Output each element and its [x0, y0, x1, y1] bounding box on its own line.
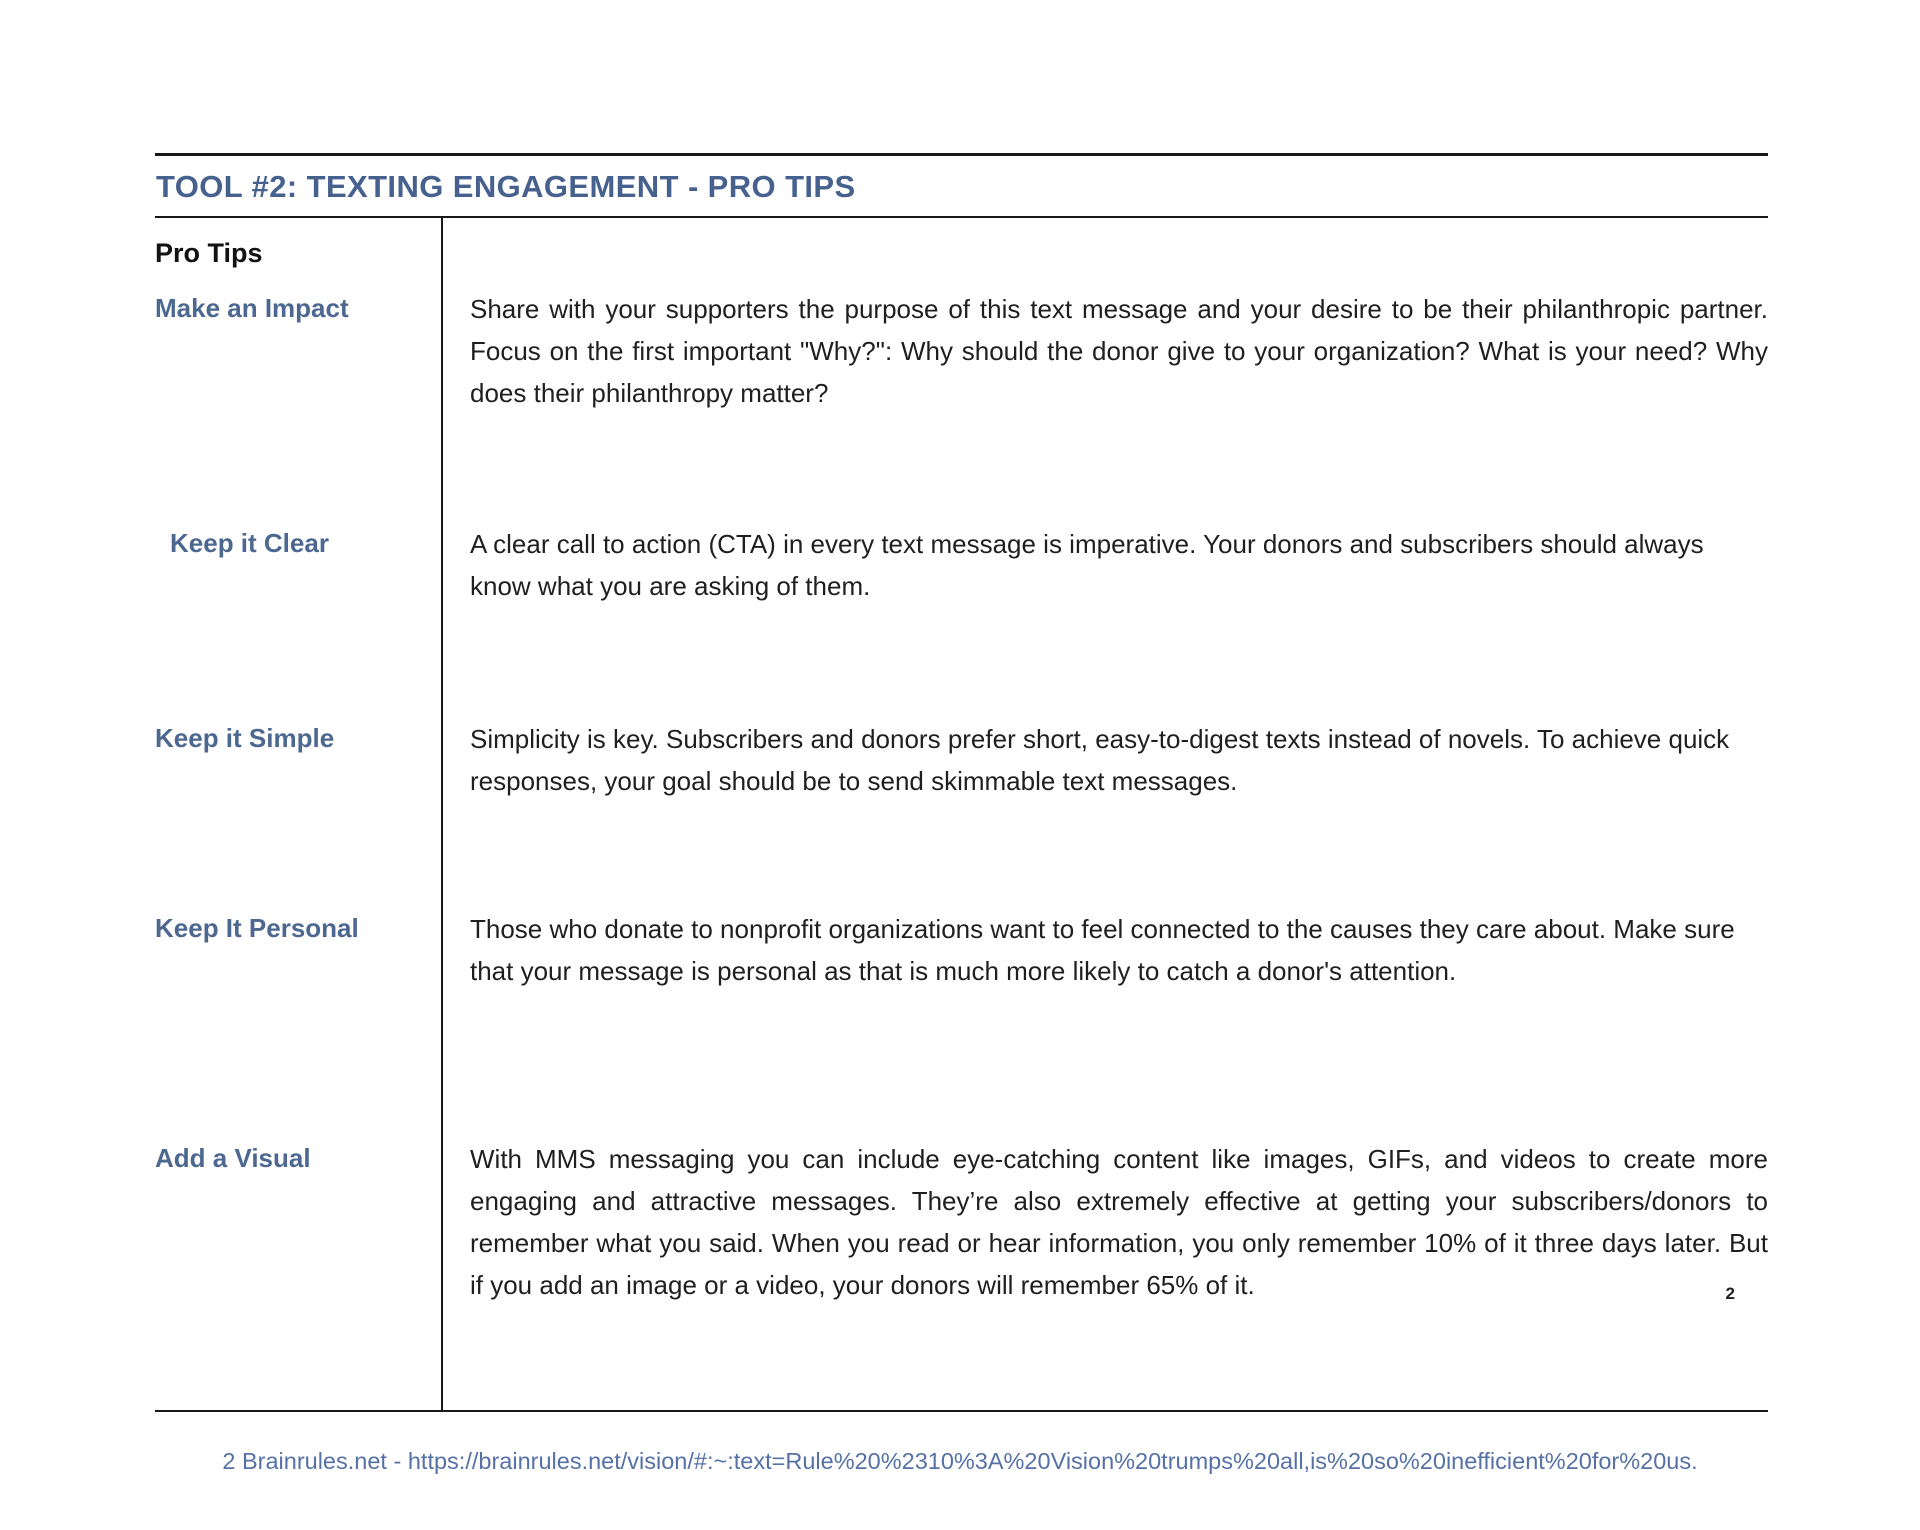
table-header-row: [155, 218, 1768, 288]
row-label-keep-it-personal: Keep It Personal: [155, 913, 359, 943]
footnote-number-text: 2 Brainrules.net -: [222, 1448, 408, 1474]
text-cell: [443, 718, 1768, 908]
label-cell: [155, 523, 443, 718]
footnote-ref-2: 2: [1725, 1284, 1735, 1303]
header-label-cell: [155, 218, 443, 288]
page-title: TOOL #2: TEXTING ENGAGEMENT - PRO TIPS: [156, 169, 856, 204]
table-row: [155, 908, 1768, 1138]
text-cell: [443, 523, 1768, 718]
table-row: [155, 718, 1768, 908]
text-cell: [443, 288, 1768, 523]
row-text-add-a-visual: With MMS messaging you can include eye-catching content like images, GIFs, and videos to create more engaging and attractive messages. They’re also extremely effective at getting your subscribers/donors to remember what you said. When you read or hear information, you only remember 10% of it three days later. But if you add an image or a video, your donors will remember 65% of it.: [470, 1144, 1768, 1300]
row-label-keep-it-clear: Keep it Clear: [170, 528, 329, 558]
text-cell: [443, 908, 1768, 1138]
table-row: [155, 523, 1768, 718]
row-text-make-an-impact: Share with your supporters the purpose of this text message and your desire to be their philanthropic partner. Focus on the first important "Why?": Why should the donor give to your organization? What is your need? Why does their philanthropy matter?: [470, 294, 1768, 408]
table-header-pro-tips: Pro Tips: [155, 238, 263, 268]
row-text-keep-it-simple: Simplicity is key. Subscribers and donors prefer short, easy-to-digest texts instead of novels. To achieve quick responses, your goal should be to send skimmable text messages.: [470, 724, 1730, 796]
pro-tips-table: [155, 216, 1768, 1412]
row-label-keep-it-simple: Keep it Simple: [155, 723, 335, 753]
row-label-make-an-impact: Make an Impact: [155, 293, 349, 323]
label-cell: [155, 908, 443, 1138]
row-label-add-a-visual: Add a Visual: [155, 1143, 311, 1173]
footnote-url-link[interactable]: https://brainrules.net/vision/#:~:text=Rule%20%2310%3A%20Vision%20trumps%20all,is%20so%20inefficient%20for%20us.: [407, 1448, 1698, 1474]
footnote: [0, 1446, 1920, 1476]
header-empty-cell: [443, 218, 1768, 288]
table-row: [155, 288, 1768, 523]
row-text-keep-it-personal: Those who donate to nonprofit organizations want to feel connected to the causes they care about. Make sure that your message is personal as that is much more likely to catch a donor's attention.: [470, 914, 1735, 986]
table-row: [155, 1138, 1768, 1410]
label-cell: [155, 288, 443, 523]
document-page: [155, 153, 1768, 1412]
label-cell: [155, 718, 443, 908]
label-cell: [155, 1138, 443, 1410]
row-text-keep-it-clear: A clear call to action (CTA) in every text message is imperative. Your donors and subscribers should always know what you are asking of them.: [470, 529, 1704, 601]
text-cell: [443, 1138, 1768, 1410]
